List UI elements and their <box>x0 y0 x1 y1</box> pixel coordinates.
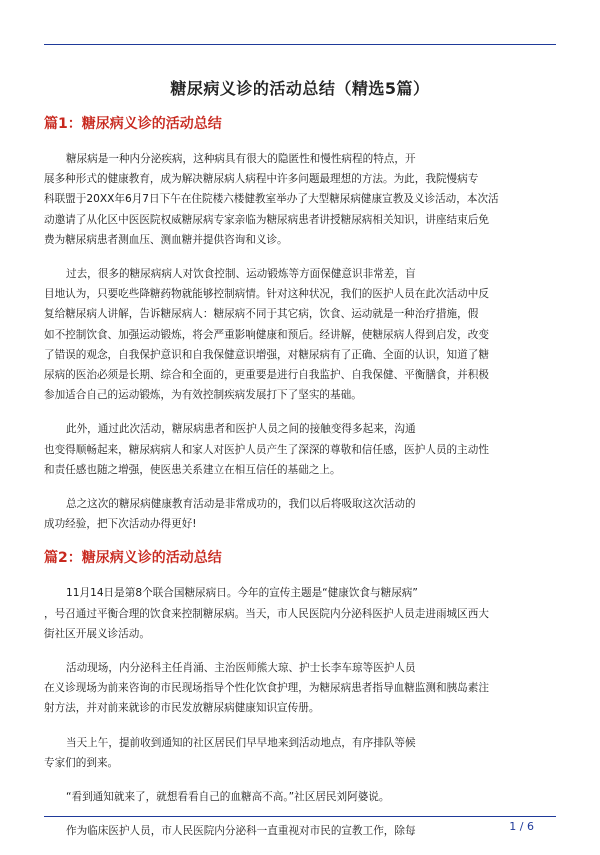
paragraph-line: 街社区开展义诊活动。 <box>44 627 150 640</box>
paragraph-line: 在义诊现场为前来咨询的市民现场指导个性化饮食护理，为糖尿病患者指导血糖监测和胰岛素注 <box>44 682 489 695</box>
paragraph <box>44 149 536 250</box>
page-number: 1 / 6 <box>509 820 534 833</box>
paragraph-line: 费为糖尿病患者测血压、测血糖并提供咨询和义诊。 <box>44 233 288 246</box>
paragraph-line: 和责任感也随之增强，使医患关系建立在相互信任的基础之上。 <box>44 463 341 476</box>
paragraph-line: 如不控制饮食、加强运动锻炼，将会严重影响健康和预后。经讲解，使糖尿病人得到启发，改变 <box>44 328 489 341</box>
paragraph <box>44 658 536 719</box>
paragraph <box>44 264 536 405</box>
paragraph <box>66 821 536 841</box>
document-title: 糖尿病义诊的活动总结（精选5篇） <box>170 79 430 98</box>
paragraph-line: 也变得顺畅起来，糖尿病病人和家人对医护人员产生了深深的尊敬和信任感，医护人员的主动性 <box>44 443 489 456</box>
section-heading: 篇2：糖尿病义诊的活动总结 <box>44 550 222 567</box>
section-heading: 篇1：糖尿病义诊的活动总结 <box>44 116 222 132</box>
paragraph-line: 展多种形式的健康教育，成为解决糖尿病人病程中许多问题最理想的方法。为此，我院慢病专 <box>44 173 479 186</box>
footer-rule <box>44 816 556 817</box>
paragraph-line: 糖尿病是一种内分泌疾病，这种病具有很大的隐匿性和慢性病程的特点，开 <box>66 153 416 165</box>
paragraph-line: 活动现场，内分泌科主任肖涌、主治医师熊大琼、护士长李车琼等医护人员 <box>66 662 416 675</box>
paragraph-line: 目地认为，只要吃些降糖药物就能够控制病情。针对这种状况，我们的医护人员在此次活动中反 <box>44 288 489 301</box>
paragraph-line: 过去，很多的糖尿病病人对饮食控制、运动锻炼等方面保健意识非常差，盲 <box>66 268 416 281</box>
paragraph <box>44 494 536 534</box>
paragraph-line: 作为临床医护人员，市人民医院内分泌科一直重视对市民的宣教工作，除每 <box>66 825 416 838</box>
paragraph <box>44 733 536 773</box>
paragraph-line: 总之这次的糖尿病健康教育活动是非常成功的，我们以后将吸取这次活动的 <box>66 498 416 511</box>
paragraph-line: 科联盟于20XX年6月7日下午在住院楼六楼健教室举办了大型糖尿病健康宣教及义诊活动，本次活 <box>44 193 499 206</box>
paragraph-line: 动邀请了从化区中医医院权威糖尿病专家亲临为糖尿病患者讲授糖尿病相关知识，讲座结束后免 <box>44 213 489 226</box>
paragraph-line: 复给糖尿病人讲解，告诉糖尿病人：糖尿病不同于其它病，饮食、运动就是一种治疗措施，假 <box>44 308 479 321</box>
paragraph-line: 11月14日是第8个联合国糖尿病日。今年的宣传主题是“健康饮食与糖尿病” <box>66 587 418 600</box>
paragraph-line: 参加适合自己的运动锻炼，为有效控制疾病发展打下了坚实的基础。 <box>44 389 362 402</box>
paragraph-line: 尿病的医治必须是长期、综合和全面的，更重要是进行自我监护、自我保健、平衡膳食，并积极 <box>44 369 489 382</box>
paragraph <box>44 419 536 480</box>
header-rule <box>44 44 556 45</box>
paragraph-line: 成功经验，把下次活动办得更好! <box>44 518 197 531</box>
paragraph-line: “看到通知就来了，就想看看自己的血糖高不高。”社区居民刘阿婆说。 <box>66 791 390 804</box>
paragraph <box>44 583 536 644</box>
document-body <box>44 114 536 855</box>
paragraph-line: 当天上午，提前收到通知的社区居民们早早地来到活动地点，有序排队等候 <box>66 736 416 749</box>
paragraph-line: 此外，通过此次活动，糖尿病患者和医护人员之间的接触变得多起来，沟通 <box>66 423 416 436</box>
paragraph-line: ，号召通过平衡合理的饮食来控制糖尿病。当天，市人民医院内分泌科医护人员走进雨城区西大 <box>44 607 489 620</box>
paragraph-line: 了错误的观念，自我保护意识和自我保健意识增强，对糖尿病有了正确、全面的认识，知道了糖 <box>44 348 489 361</box>
paragraph-line: 专家们的到来。 <box>44 756 119 769</box>
paragraph <box>66 787 536 807</box>
paragraph-line: 射方法，并对前来就诊的市民发放糖尿病健康知识宣传册。 <box>44 702 320 715</box>
